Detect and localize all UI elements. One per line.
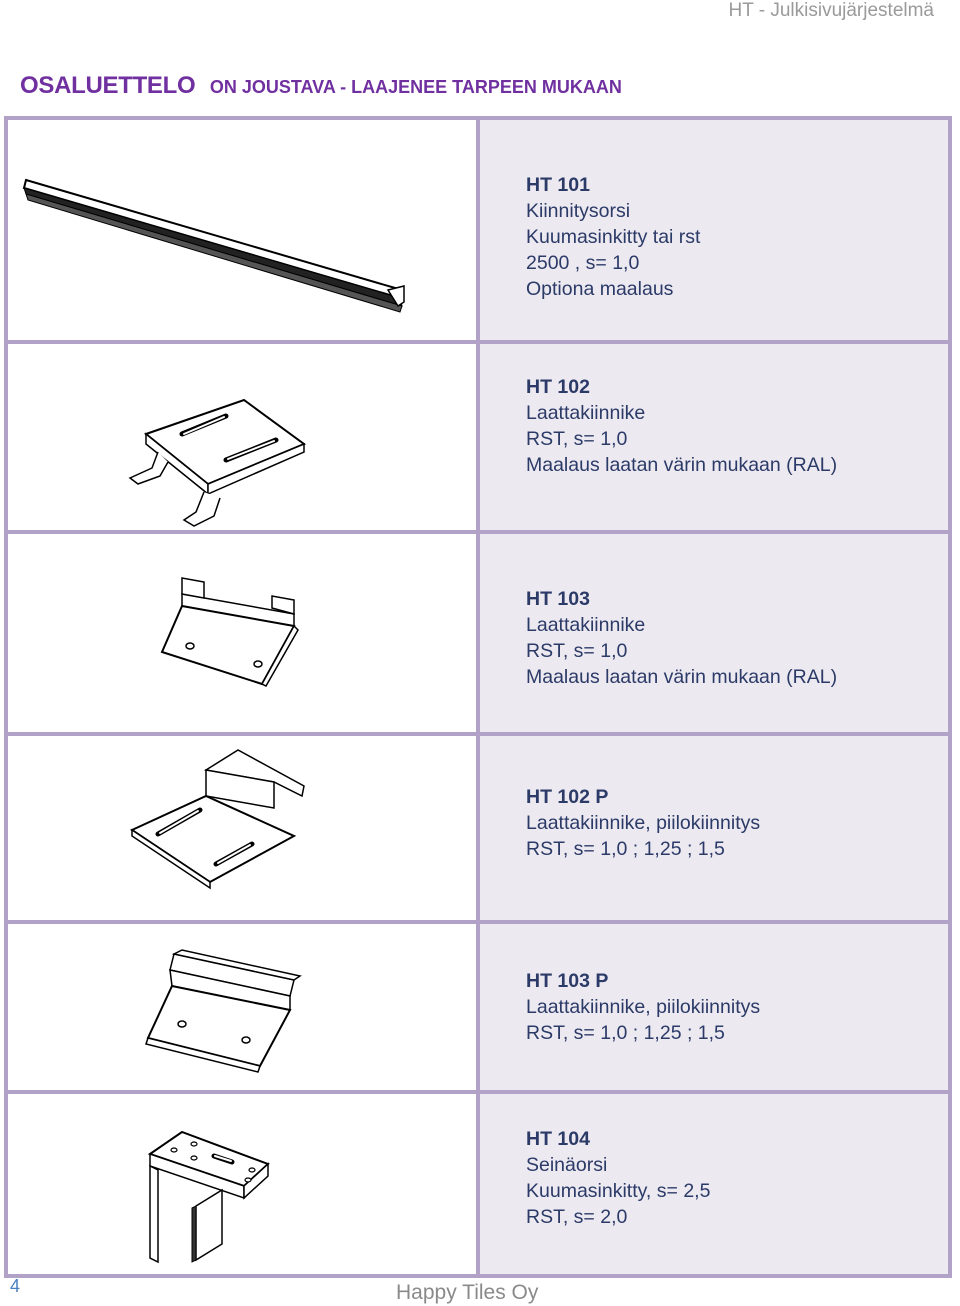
table-row (4, 530, 952, 736)
tile-bracket-drawing (8, 344, 476, 530)
hidden-bracket-drawing (8, 736, 476, 920)
part-image-cell (8, 736, 476, 920)
part-spec-line: Kiinnitysorsi (526, 200, 631, 222)
part-spec (526, 374, 837, 478)
part-spec-cell (480, 1094, 948, 1274)
part-image-cell (8, 120, 476, 340)
part-image-cell (8, 1094, 476, 1274)
part-spec-line: RST, s= 1,0 (526, 428, 628, 450)
part-code: HT 102 (526, 376, 590, 398)
part-spec-line: RST, s= 1,0 (526, 640, 628, 662)
part-code: HT 103 P (526, 970, 609, 992)
table-row (4, 340, 952, 534)
part-spec-line: 2500 , s= 1,0 (526, 252, 640, 274)
footer-company: Happy Tiles Oy (396, 1281, 539, 1304)
part-spec-cell (480, 736, 948, 920)
table-row (4, 116, 952, 344)
part-spec-line: Kuumasinkitty, s= 2,5 (526, 1180, 711, 1202)
part-code: HT 104 (526, 1128, 590, 1150)
tile-bracket-drawing (8, 534, 476, 732)
part-spec-cell (480, 344, 948, 530)
table-row (4, 920, 952, 1094)
part-spec-line: Laattakiinnike (526, 402, 646, 424)
part-spec (526, 784, 760, 862)
page-title (20, 72, 622, 100)
part-spec-line: RST, s= 2,0 (526, 1206, 628, 1228)
part-spec-line: RST, s= 1,0 ; 1,25 ; 1,5 (526, 838, 725, 860)
part-spec-line: Maalaus laatan värin mukaan (RAL) (526, 666, 838, 688)
part-code: HT 101 (526, 174, 590, 196)
part-image-cell (8, 924, 476, 1090)
part-spec-line: Optiona maalaus (526, 278, 674, 300)
rail-drawing (8, 120, 476, 340)
part-code: HT 103 (526, 588, 590, 610)
part-spec-line: Laattakiinnike, piilokiinnitys (526, 812, 761, 834)
part-spec (526, 172, 700, 302)
table-row (4, 732, 952, 924)
part-spec-line: Laattakiinnike, piilokiinnitys (526, 996, 761, 1018)
wall-rail-drawing (8, 1094, 476, 1274)
part-spec-line: Laattakiinnike (526, 614, 646, 636)
table-row (4, 1090, 952, 1278)
part-spec-line: Kuumasinkitty tai rst (526, 226, 701, 248)
part-spec-line: Maalaus laatan värin mukaan (RAL) (526, 454, 838, 476)
title-subtitle: ON JOUSTAVA - LAAJENEE TARPEEN MUKAAN (209, 77, 622, 97)
hidden-bracket-drawing (8, 924, 476, 1090)
part-image-cell (8, 534, 476, 732)
part-spec-line: Seinäorsi (526, 1154, 608, 1176)
part-code: HT 102 P (526, 786, 609, 808)
part-spec-cell (480, 120, 948, 340)
part-spec (526, 968, 760, 1046)
part-spec-cell (480, 924, 948, 1090)
parts-table (4, 116, 952, 1278)
page-number: 4 (10, 1276, 21, 1296)
part-spec-cell (480, 534, 948, 732)
title-main: OSALUETTELO (20, 72, 196, 99)
part-spec-line: RST, s= 1,0 ; 1,25 ; 1,5 (526, 1022, 725, 1044)
part-spec (526, 1126, 710, 1230)
document-header-title: HT - Julkisivujärjestelmä (728, 0, 934, 21)
part-image-cell (8, 344, 476, 530)
part-spec (526, 586, 837, 690)
